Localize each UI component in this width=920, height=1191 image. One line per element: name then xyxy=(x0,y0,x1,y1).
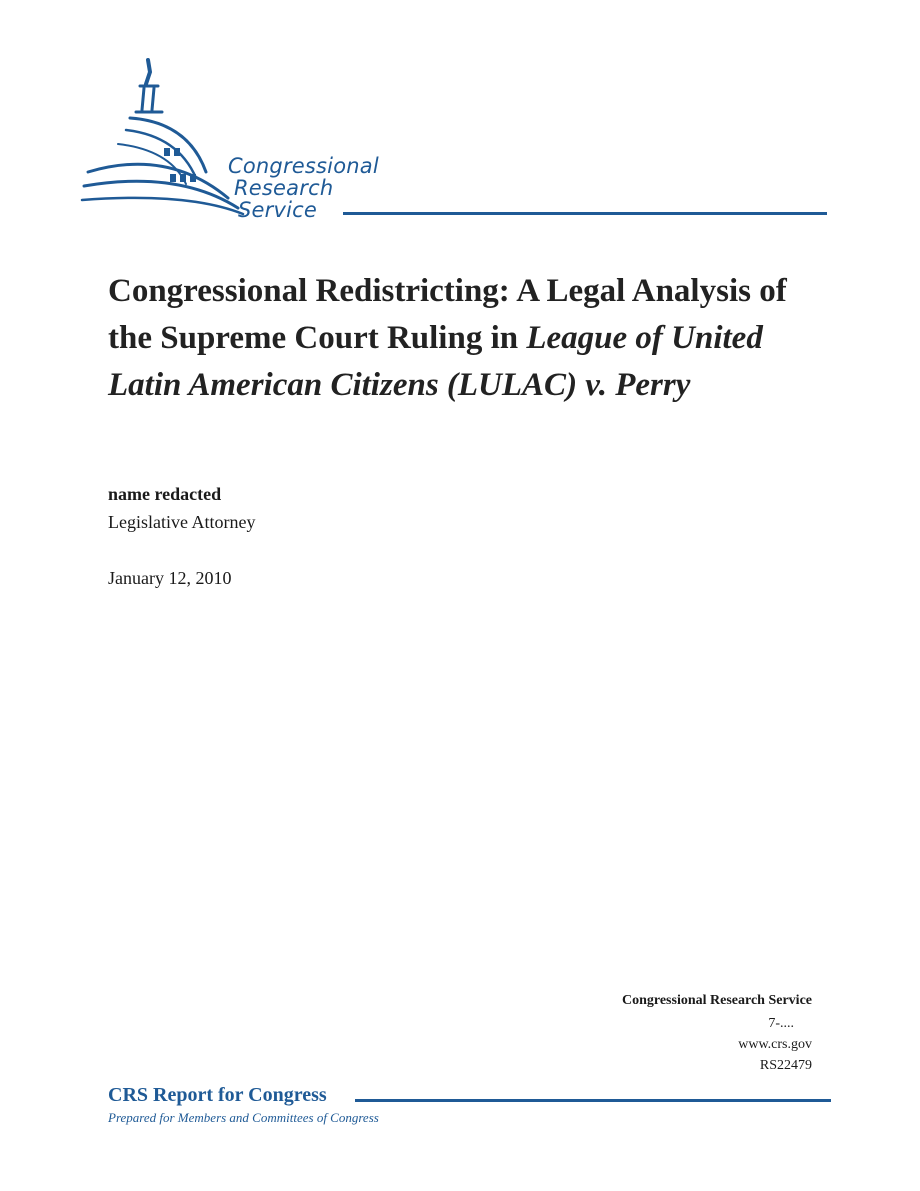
title-main: Congressional Redistricting: A Legal Analysis of the Supreme Court Ruling in xyxy=(108,273,787,356)
logo-rule xyxy=(343,212,827,215)
report-date: January 12, 2010 xyxy=(108,568,232,588)
title-case-name: League of United Latin American Citizens (LULAC) v. Perry xyxy=(108,320,763,403)
org-code: 7-.... xyxy=(768,1016,794,1031)
footer-rule xyxy=(355,1099,831,1102)
report-number: RS22479 xyxy=(759,1058,812,1073)
logo-line-3: Service xyxy=(238,198,318,222)
org-url[interactable]: www.crs.gov xyxy=(738,1037,812,1052)
footer-subtitle: Prepared for Members and Committees of Congress xyxy=(108,1110,379,1125)
author-role: Legislative Attorney xyxy=(108,512,256,532)
report-title xyxy=(108,268,828,409)
org-info xyxy=(622,990,812,1076)
logo-line-2: Research xyxy=(234,176,334,200)
author-name: name redacted xyxy=(108,484,222,504)
footer-title: CRS Report for Congress xyxy=(108,1084,327,1106)
crs-logo xyxy=(78,52,838,227)
org-name: Congressional Research Service xyxy=(621,993,812,1008)
logo-line-1: Congressional xyxy=(228,154,379,178)
